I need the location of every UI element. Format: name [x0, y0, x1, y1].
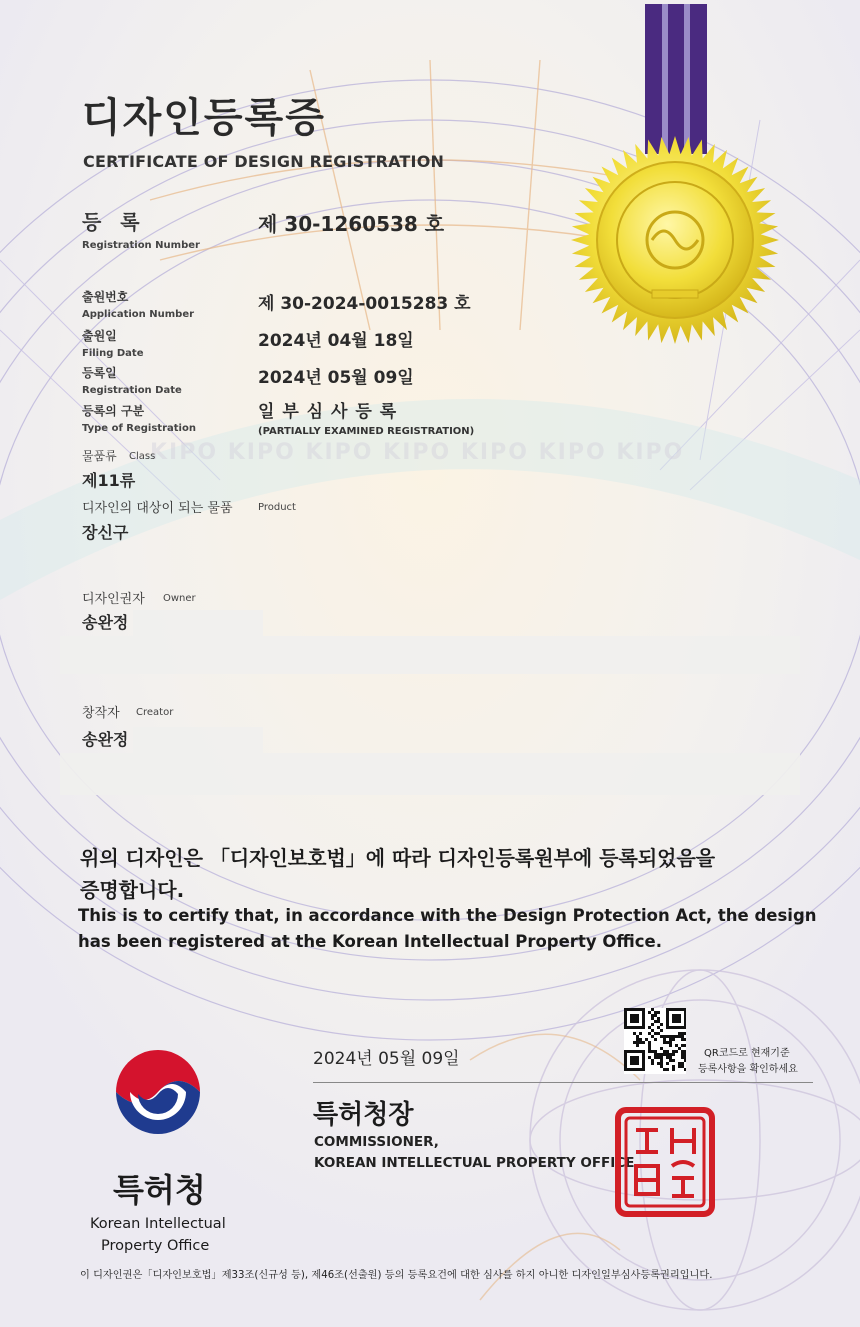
- registration-date-label-ko: 등록일: [82, 366, 117, 380]
- registration-type-label-en: Type of Registration: [82, 423, 196, 434]
- application-number-label-ko: 출원번호: [82, 290, 129, 304]
- statement-ko-line1: 위의 디자인은 「디자인보호법」에 따라 디자인등록원부에 등록되었음을: [80, 846, 716, 870]
- registration-type-value-en: (PARTIALLY EXAMINED REGISTRATION): [258, 426, 475, 437]
- official-seal-stamp: [614, 1106, 716, 1218]
- product-label-en: Product: [258, 502, 296, 513]
- footer-note: 이 디자인권은「디자인보호법」제33조(신규성 등), 제46조(선출원) 등의 등록요건에 대한 심사를 하지 아니한 디자인일부심사등록권리입니다.: [80, 1270, 713, 1281]
- application-number-value: 제 30-2024-0015283 호: [258, 294, 471, 314]
- registration-label-ko: 등 록: [82, 210, 146, 234]
- creator-label-ko: 창작자: [82, 706, 120, 721]
- issuer-title-en-line2: KOREAN INTELLECTUAL PROPERTY OFFICE: [314, 1155, 635, 1171]
- issuer-title-en-line1: COMMISSIONER,: [314, 1134, 439, 1150]
- class-label-ko: 물품류: [82, 449, 117, 463]
- filing-date-label-en: Filing Date: [82, 348, 144, 359]
- owner-redaction: [133, 610, 263, 636]
- creator-value: 송완정: [82, 730, 129, 749]
- product-value: 장신구: [82, 523, 129, 542]
- application-number-label-en: Application Number: [82, 309, 195, 320]
- ribbon: [645, 4, 707, 154]
- registration-label-en: Registration Number: [82, 240, 200, 251]
- registration-type-label-ko: 등록의 구분: [82, 404, 145, 418]
- statement-en-line1: This is to certify that, in accordance with the Design Protection Act, the design: [78, 906, 817, 925]
- statement-ko-line2: 증명합니다.: [80, 878, 185, 902]
- filing-date-label-ko: 출원일: [82, 329, 117, 343]
- registration-type-value: 일 부 심 사 등 록: [258, 402, 398, 422]
- issue-date: 2024년 05월 09일: [313, 1049, 460, 1069]
- certificate-title-en: CERTIFICATE OF DESIGN REGISTRATION: [83, 152, 445, 171]
- registration-date-label-en: Registration Date: [82, 385, 182, 396]
- owner-address-redaction: [60, 636, 800, 674]
- kipo-logo-icon: [108, 1040, 208, 1145]
- logo-name-ko: 특허청: [113, 1171, 206, 1209]
- registration-number-value: 제 30-1260538 호: [258, 212, 445, 236]
- certificate-title-ko: 디자인등록증: [82, 95, 326, 141]
- owner-value: 송완정: [82, 613, 129, 632]
- kipo-watermark: KIPO KIPO KIPO KIPO KIPO KIPO KIPO: [150, 440, 685, 465]
- qr-caption-line2: 등록사항을 확인하세요: [698, 1064, 798, 1075]
- owner-label-en: Owner: [163, 593, 196, 604]
- signature-divider: [313, 1082, 813, 1083]
- creator-address-redaction: [60, 753, 800, 795]
- gold-seal-icon: [571, 136, 779, 344]
- issuer-title-ko: 특허청장: [313, 1100, 414, 1130]
- owner-label-ko: 디자인권자: [82, 592, 145, 607]
- qr-caption-line1: QR코드로 현재기준: [704, 1048, 790, 1059]
- registration-date-value: 2024년 05월 09일: [258, 368, 414, 388]
- class-label-en: Class: [129, 451, 156, 462]
- class-value: 제11류: [82, 471, 136, 490]
- logo-name-en-line1: Korean Intellectual: [90, 1216, 226, 1232]
- filing-date-value: 2024년 04월 18일: [258, 331, 414, 351]
- qr-code-icon[interactable]: [624, 1008, 686, 1074]
- statement-en-line2: has been registered at the Korean Intellectual Property Office.: [78, 932, 663, 951]
- creator-label-en: Creator: [136, 707, 174, 718]
- product-label-ko: 디자인의 대상이 되는 물품: [82, 501, 233, 516]
- creator-redaction: [133, 727, 263, 753]
- logo-name-en-line2: Property Office: [101, 1238, 210, 1254]
